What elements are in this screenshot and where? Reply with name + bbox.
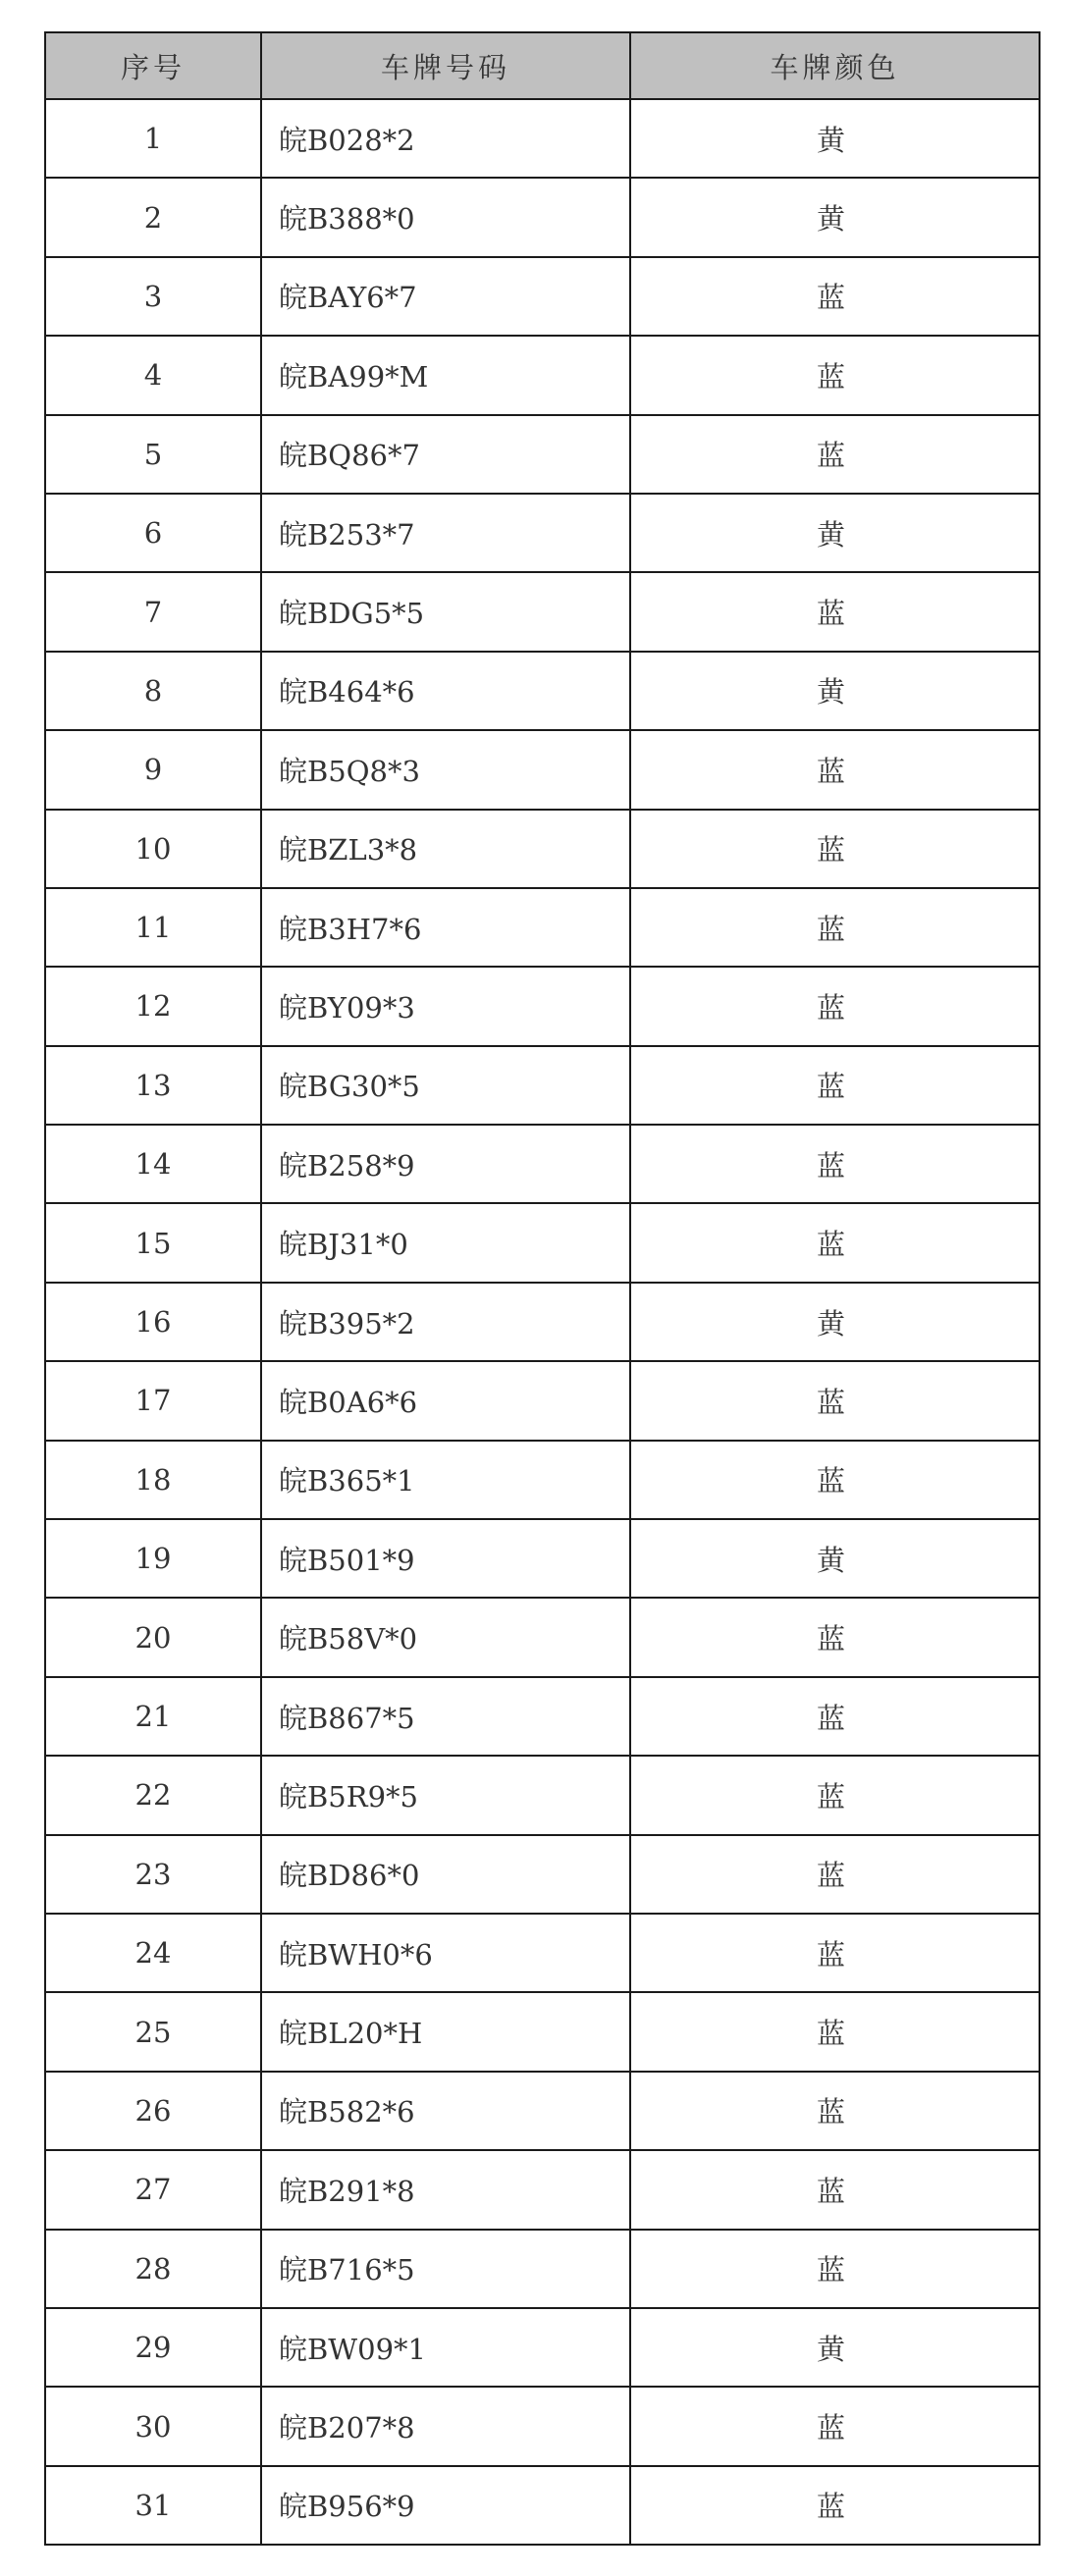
table-row (45, 1046, 1040, 1125)
serial-number-cell: 16 (45, 1283, 261, 1361)
table-row (45, 1203, 1040, 1282)
table-body (45, 99, 1040, 2545)
plate-color-cell: 蓝 (630, 1914, 1040, 1992)
plate-color-cell: 蓝 (630, 1125, 1040, 1203)
serial-number-cell: 23 (45, 1835, 261, 1914)
header-row (45, 32, 1040, 99)
serial-number-cell: 28 (45, 2230, 261, 2308)
table-row (45, 730, 1040, 809)
plate-number-cell: 皖B0A6*6 (261, 1361, 630, 1440)
plate-number-cell: 皖B395*2 (261, 1283, 630, 1361)
serial-number-cell: 18 (45, 1441, 261, 1519)
table-row (45, 1519, 1040, 1598)
serial-number-cell: 20 (45, 1598, 261, 1676)
plate-number-cell: 皖B5Q8*3 (261, 730, 630, 809)
plate-color-cell: 蓝 (630, 1835, 1040, 1914)
plate-color-cell: 蓝 (630, 2387, 1040, 2465)
plate-number-cell: 皖B3H7*6 (261, 888, 630, 967)
serial-number-cell: 14 (45, 1125, 261, 1203)
table-row (45, 2150, 1040, 2229)
plate-number-cell: 皖B716*5 (261, 2230, 630, 2308)
table-row (45, 1756, 1040, 1834)
plate-number-cell: 皖BWH0*6 (261, 1914, 630, 1992)
table-row (45, 572, 1040, 651)
table-header (45, 32, 1040, 99)
serial-number-cell: 22 (45, 1756, 261, 1834)
table-row (45, 810, 1040, 888)
plate-color-cell: 蓝 (630, 415, 1040, 494)
plate-color-cell: 黄 (630, 1283, 1040, 1361)
serial-number-cell: 27 (45, 2150, 261, 2229)
plate-number-cell: 皖B258*9 (261, 1125, 630, 1203)
table-row (45, 415, 1040, 494)
serial-number-cell: 25 (45, 1992, 261, 2071)
plate-color-cell: 蓝 (630, 1992, 1040, 2071)
plate-number-cell: 皖BG30*5 (261, 1046, 630, 1125)
table-row (45, 1283, 1040, 1361)
table-row (45, 1125, 1040, 1203)
plate-color-cell: 蓝 (630, 730, 1040, 809)
serial-number-cell: 12 (45, 967, 261, 1045)
serial-number-cell: 30 (45, 2387, 261, 2465)
plate-color-cell: 蓝 (630, 810, 1040, 888)
serial-number-cell: 5 (45, 415, 261, 494)
plate-table (44, 31, 1041, 2546)
plate-color-cell: 蓝 (630, 336, 1040, 414)
table-row (45, 2308, 1040, 2387)
plate-number-cell: 皖B207*8 (261, 2387, 630, 2465)
plate-color-cell: 蓝 (630, 572, 1040, 651)
serial-number-cell: 24 (45, 1914, 261, 1992)
plate-number-cell: 皖B867*5 (261, 1677, 630, 1756)
table-row (45, 1598, 1040, 1676)
plate-number-cell: 皖BAY6*7 (261, 257, 630, 336)
plate-number-cell: 皖BW09*1 (261, 2308, 630, 2387)
plate-color-cell: 蓝 (630, 2466, 1040, 2545)
plate-color-cell: 蓝 (630, 967, 1040, 1045)
table-row (45, 2466, 1040, 2545)
plate-number-cell: 皖B58V*0 (261, 1598, 630, 1676)
table-row (45, 1914, 1040, 1992)
plate-color-cell: 蓝 (630, 888, 1040, 967)
plate-number-cell: 皖B365*1 (261, 1441, 630, 1519)
table-row (45, 1992, 1040, 2071)
serial-number-cell: 19 (45, 1519, 261, 1598)
serial-number-cell: 21 (45, 1677, 261, 1756)
table-row (45, 257, 1040, 336)
plate-number-cell: 皖B582*6 (261, 2072, 630, 2150)
plate-number-cell: 皖B501*9 (261, 1519, 630, 1598)
table-row (45, 967, 1040, 1045)
table-row (45, 1835, 1040, 1914)
serial-number-cell: 8 (45, 652, 261, 730)
plate-number-cell: 皖BD86*0 (261, 1835, 630, 1914)
plate-number-cell: 皖BQ86*7 (261, 415, 630, 494)
plate-color-cell: 蓝 (630, 257, 1040, 336)
table-row (45, 2072, 1040, 2150)
plate-color-cell: 黄 (630, 99, 1040, 178)
plate-color-cell: 蓝 (630, 1441, 1040, 1519)
serial-number-cell: 10 (45, 810, 261, 888)
plate-color-cell: 黄 (630, 494, 1040, 572)
plate-number-cell: 皖B291*8 (261, 2150, 630, 2229)
serial-number-cell: 1 (45, 99, 261, 178)
plate-number-cell: 皖B956*9 (261, 2466, 630, 2545)
serial-number-cell: 31 (45, 2466, 261, 2545)
plate-color-cell: 蓝 (630, 2072, 1040, 2150)
plate-number-cell: 皖B253*7 (261, 494, 630, 572)
table-row (45, 178, 1040, 256)
plate-color-cell: 蓝 (630, 2230, 1040, 2308)
plate-number-cell: 皖B028*2 (261, 99, 630, 178)
serial-number-cell: 15 (45, 1203, 261, 1282)
serial-number-cell: 4 (45, 336, 261, 414)
table-row (45, 888, 1040, 967)
table-row (45, 652, 1040, 730)
header-serial-number: 序号 (45, 32, 261, 99)
serial-number-cell: 17 (45, 1361, 261, 1440)
table-row (45, 494, 1040, 572)
serial-number-cell: 29 (45, 2308, 261, 2387)
header-plate-number: 车牌号码 (261, 32, 630, 99)
plate-number-cell: 皖B388*0 (261, 178, 630, 256)
header-plate-color: 车牌颜色 (630, 32, 1040, 99)
plate-number-cell: 皖BZL3*8 (261, 810, 630, 888)
serial-number-cell: 6 (45, 494, 261, 572)
plate-color-cell: 蓝 (630, 1677, 1040, 1756)
plate-number-cell: 皖BJ31*0 (261, 1203, 630, 1282)
table-row (45, 1441, 1040, 1519)
serial-number-cell: 13 (45, 1046, 261, 1125)
serial-number-cell: 11 (45, 888, 261, 967)
table-row (45, 1677, 1040, 1756)
table-row (45, 2230, 1040, 2308)
table-row (45, 2387, 1040, 2465)
plate-table-container (44, 31, 1039, 2546)
plate-number-cell: 皖B5R9*5 (261, 1756, 630, 1834)
table-row (45, 1361, 1040, 1440)
plate-color-cell: 黄 (630, 2308, 1040, 2387)
serial-number-cell: 9 (45, 730, 261, 809)
plate-number-cell: 皖BY09*3 (261, 967, 630, 1045)
plate-number-cell: 皖BA99*M (261, 336, 630, 414)
plate-number-cell: 皖BL20*H (261, 1992, 630, 2071)
plate-color-cell: 蓝 (630, 1361, 1040, 1440)
plate-color-cell: 蓝 (630, 1046, 1040, 1125)
plate-number-cell: 皖B464*6 (261, 652, 630, 730)
table-row (45, 99, 1040, 178)
plate-color-cell: 黄 (630, 652, 1040, 730)
table-row (45, 336, 1040, 414)
plate-color-cell: 蓝 (630, 2150, 1040, 2229)
serial-number-cell: 3 (45, 257, 261, 336)
serial-number-cell: 7 (45, 572, 261, 651)
plate-number-cell: 皖BDG5*5 (261, 572, 630, 651)
serial-number-cell: 26 (45, 2072, 261, 2150)
serial-number-cell: 2 (45, 178, 261, 256)
plate-color-cell: 黄 (630, 1519, 1040, 1598)
plate-color-cell: 蓝 (630, 1203, 1040, 1282)
plate-color-cell: 蓝 (630, 1756, 1040, 1834)
plate-color-cell: 黄 (630, 178, 1040, 256)
plate-color-cell: 蓝 (630, 1598, 1040, 1676)
